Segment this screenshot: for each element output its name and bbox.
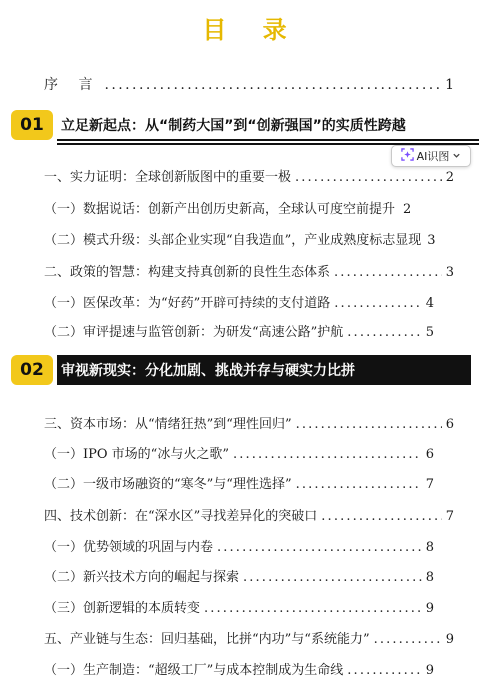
toc-preface[interactable] — [44, 74, 454, 94]
toc-page-number: 4 — [425, 296, 434, 311]
toc-entry[interactable] — [44, 198, 434, 217]
toc-preface-text: 序 言 — [44, 77, 101, 93]
toc-entry-text: （一）生产制造：“超级工厂”与成本控制成为生命线 — [44, 663, 344, 678]
toc-leader — [347, 663, 421, 678]
toc-entry[interactable] — [44, 505, 454, 524]
toc-entry-text: （一）数据说话：创新产出创历史新高，全球认可度空前提升 — [44, 202, 396, 217]
toc-leader — [334, 296, 421, 311]
toc-page-number: 7 — [425, 477, 434, 492]
toc-page-number: 8 — [425, 570, 434, 585]
toc-entry[interactable] — [44, 261, 454, 280]
toc-entry[interactable] — [44, 566, 434, 585]
toc-page-number: 5 — [425, 325, 434, 340]
toc-entry-text: 三、资本市场：从“情绪狂热”到“理性回归” — [44, 417, 292, 432]
toc-page-number: 8 — [425, 540, 434, 555]
toc-page-number: 3 — [445, 265, 454, 280]
section-heading: 审视新现实：分化加剧、挑战并存与硬实力比拼 — [61, 363, 355, 379]
toc-page-number: 3 — [427, 233, 436, 248]
toc-leader — [347, 325, 421, 340]
toc-page-number: 9 — [425, 663, 434, 678]
toc-leader — [204, 601, 422, 616]
toc-entry-text: （二）新兴技术方向的崛起与探索 — [44, 570, 240, 585]
toc-entry[interactable] — [44, 292, 434, 311]
toc-page-number: 2 — [445, 170, 454, 185]
toc-entry-text: 五、产业链与生态：回归基础，比拼“内功”与“系统能力” — [44, 632, 370, 647]
toc-entry-text: （一）IPO 市场的“冰与火之歌” — [44, 447, 229, 462]
toc-entry[interactable] — [44, 597, 434, 616]
section-heading: 立足新起点：从“制药大国”到“创新强国”的实质性跨越 — [61, 118, 406, 134]
toc-leader — [321, 509, 441, 524]
toc-entry-text: 一、实力证明：全球创新版图中的重要一极 — [44, 170, 292, 185]
toc-leader — [233, 447, 422, 462]
chevron-down-icon — [452, 150, 461, 163]
section-header-01 — [11, 110, 479, 144]
toc-leader — [334, 265, 442, 280]
toc-leader — [243, 570, 422, 585]
toc-leader — [374, 632, 442, 647]
toc-entry[interactable] — [44, 536, 434, 555]
toc-page-number: 6 — [425, 447, 434, 462]
toc-entry[interactable] — [44, 413, 454, 432]
toc-leader — [296, 417, 442, 432]
toc-page-number: 9 — [425, 601, 434, 616]
section-number-badge: 01 — [11, 110, 53, 140]
toc-entry[interactable] — [44, 321, 434, 340]
toc-page-number: 7 — [445, 509, 454, 524]
toc-entry-text: 二、政策的智慧：构建支持真创新的良性生态体系 — [44, 265, 331, 280]
toc-entry-text: 四、技术创新：在“深水区”寻找差异化的突破口 — [44, 509, 318, 524]
toc-page-number: 1 — [445, 77, 454, 93]
toc-leader — [296, 477, 422, 492]
section-header-02 — [11, 355, 479, 389]
ai-button-label: AI识图 — [416, 150, 450, 163]
toc-page-number: 6 — [445, 417, 454, 432]
section-rule — [57, 139, 479, 141]
toc-page-number: 9 — [445, 632, 454, 647]
toc-entry-text: （三）创新逻辑的本质转变 — [44, 601, 201, 616]
toc-entry[interactable] — [44, 473, 434, 492]
toc-entry-text: （二）审评提速与监管创新：为研发“高速公路”护航 — [44, 325, 344, 340]
ai-scan-icon — [401, 148, 414, 164]
toc-entry-text: （一）优势领域的巩固与内卷 — [44, 540, 214, 555]
toc-entry[interactable] — [44, 628, 454, 647]
toc-leader — [295, 170, 442, 185]
section-number-badge: 02 — [11, 355, 53, 385]
toc-entry[interactable] — [44, 443, 434, 462]
toc-leader — [217, 540, 422, 555]
toc-entry-text: （二）模式升级：头部企业实现“自我造血”，产业成熟度标志显现 — [44, 233, 422, 248]
page-title: 目 录 — [202, 16, 301, 44]
toc-entry[interactable] — [44, 166, 454, 185]
ai-image-recognition-button[interactable] — [391, 145, 471, 167]
toc-entry[interactable] — [44, 229, 469, 248]
toc-entry-text: （一）医保改革：为“好药”开辟可持续的支付道路 — [44, 296, 331, 311]
toc-leader — [104, 77, 441, 93]
toc-page-number: 2 — [403, 202, 412, 217]
toc-entry-text: （二）一级市场融资的“寒冬”与“理性选择” — [44, 477, 292, 492]
toc-entry[interactable] — [44, 659, 434, 678]
